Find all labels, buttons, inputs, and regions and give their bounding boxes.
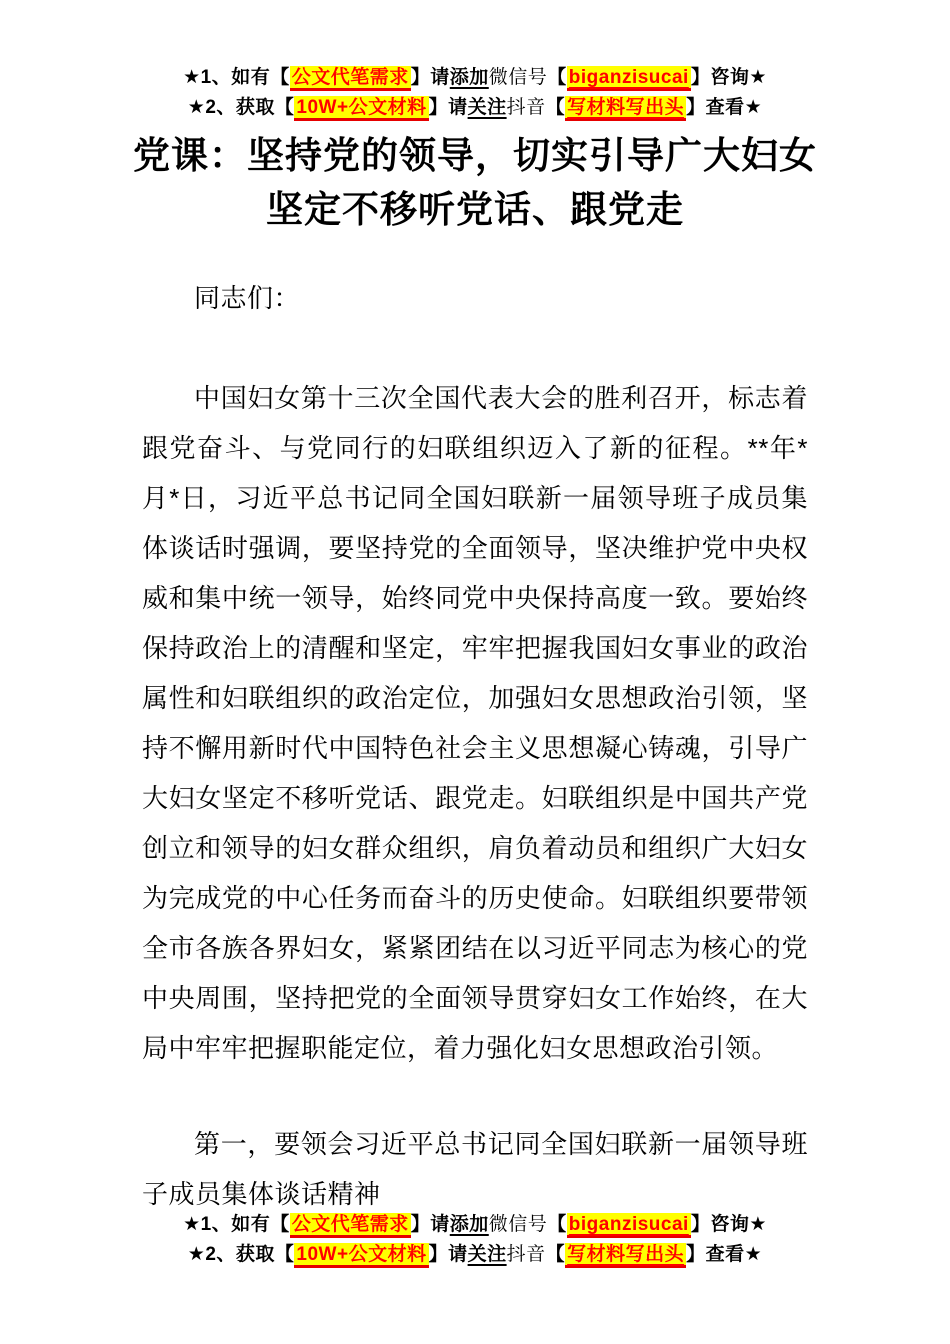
promo-highlight-phrase: 公文代笔需求 [290, 1213, 411, 1238]
promo-text: 】请 [428, 1244, 468, 1265]
promo-underlined-word: 添加 [449, 1214, 489, 1235]
body-paragraph: 中国妇女第十三次全国代表大会的胜利召开，标志着跟党奋斗、与党同行的妇联组织迈入了新的征程。**年*月*日，习近平总书记同全国妇联新一届领导班子成员集体谈话时强调，要坚持党的全面领导，坚决维护党中央权威和集中统一领导，始终同党中央保持高度一致。要始终保持政治上的清醒和坚定，牢牢把握我国妇女事业的政治属性和妇联组织的政治定位，加强妇女思想政治引领，坚持不懈用新时代中国特色社会主义思想凝心铸魂，引导广大妇女坚定不移听党话、跟党走。妇联组织是中国共产党创立和领导的妇女群众组织，肩负着动员和组织广大妇女为完成党的中心任务而奋斗的历史使命。妇联组织要带领全市各族各界妇女，紧紧团结在以习近平同志为核心的党中央周围，坚持把党的全面领导贯穿妇女工作始终，在大局中牢牢把握职能定位，着力强化妇女思想政治引领。 [142, 383, 808, 1063]
promo-highlight-phrase: 10W+公文材料 [294, 1243, 428, 1268]
promo-text: ★1、如有【 [183, 67, 290, 88]
promo-text: 微信号 [488, 1214, 548, 1235]
promo-text: 【 [545, 97, 566, 118]
promo-text: ★2、获取【 [187, 97, 295, 118]
document-body [142, 273, 808, 1219]
promo-underlined-word: 添加 [449, 67, 489, 88]
header-promo-line-1 [0, 63, 950, 93]
promo-text: 】查看★ [686, 97, 763, 118]
document-title [0, 129, 950, 237]
footer-promo-line-1 [0, 1210, 950, 1240]
promo-text: 】请 [410, 67, 450, 88]
promo-text: 】请 [428, 97, 468, 118]
promo-text: 抖音 [506, 1244, 546, 1265]
promo-text: 】咨询★ [690, 1214, 767, 1235]
footer-promo [0, 1210, 950, 1270]
document-title-line-2: 坚定不移听党话、跟党走 [266, 189, 684, 230]
promo-text: 】查看★ [686, 1244, 763, 1265]
promo-text: 】咨询★ [690, 67, 767, 88]
promo-text: 抖音 [506, 97, 546, 118]
document-title-line-1: 党课：坚持党的领导，切实引导广大妇女 [133, 135, 817, 176]
promo-text: 【 [547, 1214, 567, 1235]
promo-underlined-word: 关注 [467, 97, 507, 118]
promo-text: 【 [547, 67, 567, 88]
section-heading-paragraph: 第一，要领会习近平总书记同全国妇联新一届领导班子成员集体谈话精神 [142, 1129, 808, 1209]
promo-highlight-phrase: 10W+公文材料 [294, 96, 428, 121]
promo-highlight-phrase: 公文代笔需求 [290, 66, 411, 91]
header-promo [0, 0, 950, 123]
promo-highlight-handle: biganzisucai [567, 1213, 691, 1238]
promo-text: 】请 [410, 1214, 450, 1235]
header-promo-line-2 [0, 93, 950, 123]
promo-highlight-handle: 写材料写出头 [565, 1243, 686, 1268]
promo-highlight-handle: 写材料写出头 [565, 96, 686, 121]
promo-text: 【 [545, 1244, 566, 1265]
promo-text: ★2、获取【 [187, 1244, 295, 1265]
promo-text: 微信号 [488, 67, 548, 88]
promo-underlined-word: 关注 [467, 1244, 507, 1265]
promo-text: ★1、如有【 [183, 1214, 290, 1235]
salutation: 同志们： [194, 283, 301, 313]
footer-promo-line-2 [0, 1240, 950, 1270]
promo-highlight-handle: biganzisucai [567, 66, 691, 91]
